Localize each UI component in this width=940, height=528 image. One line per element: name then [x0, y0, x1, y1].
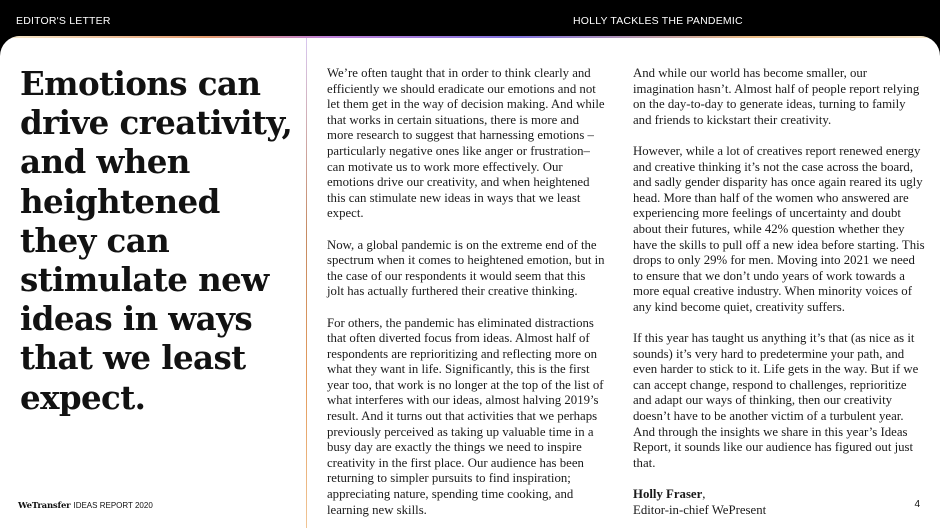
- headline: Emotions can drive creativity, and when heightened they can stimulate new ideas in ways that we least expect.: [20, 64, 293, 417]
- page-number: 4: [914, 499, 920, 510]
- body-column-2: [633, 66, 925, 518]
- section-label: EDITOR'S LETTER: [16, 15, 111, 27]
- wetransfer-logo: WeTransfer: [18, 501, 71, 511]
- page: [0, 36, 940, 528]
- signature: [633, 487, 925, 518]
- footer-brand: [18, 501, 153, 511]
- signature-role: Editor-in-chief WePresent: [633, 502, 767, 517]
- signature-name: Holly Fraser: [633, 487, 703, 502]
- paragraph: Now, a global pandemic is on the extreme end of the spectrum when it comes to heightened emotion, but in the case of our respondents it would seem that this jolt has actually furthered their creative thinking.: [327, 237, 605, 299]
- column-divider: [306, 38, 307, 528]
- paragraph: However, while a lot of creatives report renewed energy and creative thinking it’s not the case across the board, and sadly gender disparity has once again reared its ugly head. More than half of the women who answered are experiencing more feelings of uncertainty and doubt about their futures, while 42% question whether they have the skills to pull off a new idea before starting. This drops to only 29% for men. Moving into 2021 we need to ensure that we don’t undo years of work towards a more equal creative industry. When minority voices of any kind become quiet, creativity suffers.: [633, 143, 925, 314]
- gradient-rule: [0, 36, 940, 38]
- running-title: HOLLY TACKLES THE PANDEMIC: [573, 15, 743, 27]
- paragraph: For others, the pandemic has eliminated distractions that often diverted focus from ideas. Almost half of respondents are reprioritizing and reflecting more on what they want in life. Significantly, this is the first year too, that work is no longer at the top of the list of what interferes with our ideas, almost halving 2019’s result. And it turns out that activities that we perhaps previously perceived as taking up valuable time in a busy day are exactly the things we need to inspire creativity in the first place. Our audience has been returning to simpler pursuits to find inspiration; appreciating nature, spending time cooking, and learning new skills.: [327, 315, 604, 517]
- body-column-1: [327, 66, 605, 528]
- paragraph: If this year has taught us anything it’s that (as nice as it sounds) it’s very hard to predetermine your path, and even harder to stick to it. Life gets in the way. But if we can accept change, respond to challenges, reprioritize and adapt our ways of thinking, then our creativity doesn’t have to be another victim of a turbulent year. And through the insights we share in this year’s Ideas Report, it sounds like our audience has figured out just that.: [633, 331, 919, 470]
- report-label: IDEAS REPORT 2020: [73, 501, 153, 510]
- paragraph: And while our world has become smaller, our imagination hasn’t. Almost half of people report relying on the day-to-day to generate ideas, turning to family and friends to kickstart their creativity.: [633, 66, 920, 127]
- paragraph: We’re often taught that in order to think clearly and efficiently we should eradicate our emotions and not let them get in the way of decision making. And while that works in certain situations, there is more and more research to suggest that harnessing emotions –particularly negative ones like anger or frustration– can motivate us to work more effectively. Our emotions drive our creativity, and when heightened this can stimulate new ideas in ways that we least expect.: [327, 66, 605, 221]
- signature-comma: ,: [702, 487, 706, 502]
